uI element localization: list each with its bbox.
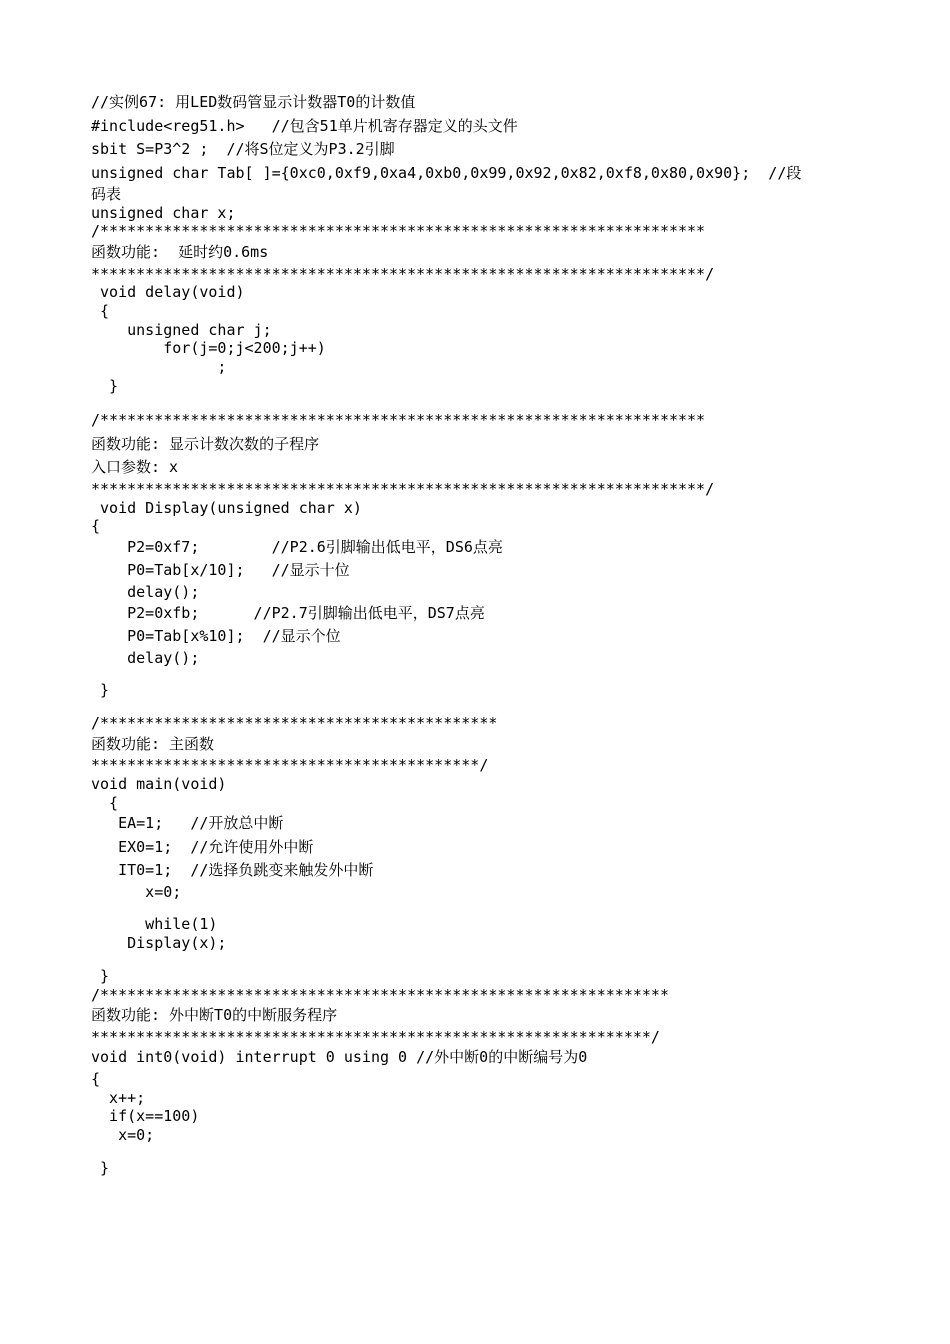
blank-line bbox=[91, 1145, 871, 1159]
code-listing bbox=[91, 91, 871, 1177]
code-line: 函数功能: 主函数 bbox=[91, 734, 215, 753]
code-line: void main(void) bbox=[91, 774, 227, 793]
code-line: 函数功能: 显示计数次数的子程序 bbox=[91, 434, 320, 453]
code-line: unsigned char j; bbox=[91, 320, 272, 339]
code-line: void delay(void) bbox=[91, 283, 245, 302]
code-line: x++; bbox=[91, 1088, 146, 1107]
code-line: 入口参数: x bbox=[91, 458, 179, 477]
code-line: #include<reg51.h> //包含51单片机寄存器定义的头文件 bbox=[91, 116, 518, 135]
code-line: /******************************************************************* bbox=[91, 222, 706, 241]
code-line: delay(); bbox=[91, 648, 200, 667]
code-line: ********************************************************************/ bbox=[91, 479, 715, 498]
code-line: void int0(void) interrupt 0 using 0 //外中断0的中断编号为0 bbox=[91, 1048, 588, 1067]
code-line: Display(x); bbox=[91, 934, 227, 953]
code-line: if(x==100) bbox=[91, 1107, 200, 1126]
code-line: sbit S=P3^2 ; //将S位定义为P3.2引脚 bbox=[91, 140, 395, 158]
code-line: //实例67: 用LED数码管显示计数器T0的计数值 bbox=[91, 93, 416, 111]
code-line: { bbox=[91, 301, 110, 320]
code-line: { bbox=[91, 1069, 101, 1088]
code-line: **************************************************************/ bbox=[91, 1027, 660, 1046]
code-line: 函数功能: 延时约0.6ms bbox=[91, 243, 269, 262]
code-line: /*************************************************************** bbox=[91, 985, 669, 1004]
code-line: x=0; bbox=[91, 882, 182, 901]
code-line: for(j=0;j<200;j++) bbox=[91, 339, 326, 358]
code-line: /******************************************************************* bbox=[91, 411, 706, 430]
code-line: } bbox=[91, 681, 110, 700]
code-line: P2=0xf7; //P2.6引脚输出低电平，DS6点亮 bbox=[91, 537, 503, 556]
code-line: } bbox=[91, 1158, 110, 1177]
code-line: 函数功能: 外中断T0的中断服务程序 bbox=[91, 1006, 338, 1025]
code-line: P0=Tab[x/10]; //显示十位 bbox=[91, 561, 350, 580]
code-line: P2=0xfb; //P2.7引脚输出低电平，DS7点亮 bbox=[91, 603, 485, 622]
code-line: EA=1; //开放总中断 bbox=[91, 814, 284, 833]
code-line: delay(); bbox=[91, 582, 200, 601]
code-line: } bbox=[91, 376, 119, 395]
code-line: x=0; bbox=[91, 1125, 155, 1144]
code-line: ; bbox=[91, 358, 227, 376]
code-line: 码表 bbox=[91, 185, 122, 203]
code-line: unsigned char Tab[ ]={0xc0,0xf9,0xa4,0xb0,0x99,0x92,0x82,0xf8,0x80,0x90}; //段 bbox=[91, 163, 802, 182]
code-line: } bbox=[91, 966, 110, 985]
code-line: { bbox=[91, 517, 101, 536]
code-line: *******************************************/ bbox=[91, 756, 489, 775]
code-line: unsigned char x; bbox=[91, 203, 236, 222]
code-line: { bbox=[91, 793, 119, 812]
code-line: ********************************************************************/ bbox=[91, 264, 715, 283]
code-line: IT0=1; //选择负跳变来触发外中断 bbox=[91, 861, 374, 880]
blank-line bbox=[91, 700, 871, 714]
blank-line bbox=[91, 667, 871, 681]
code-line: while(1) bbox=[91, 915, 218, 934]
blank-line bbox=[91, 901, 871, 915]
code-line: EX0=1; //允许使用外中断 bbox=[91, 837, 314, 856]
blank-line bbox=[91, 953, 871, 967]
blank-line bbox=[91, 395, 871, 409]
code-line: /******************************************** bbox=[91, 714, 498, 732]
code-line: P0=Tab[x%10]; //显示个位 bbox=[91, 627, 341, 646]
code-line: void Display(unsigned char x) bbox=[91, 498, 362, 517]
